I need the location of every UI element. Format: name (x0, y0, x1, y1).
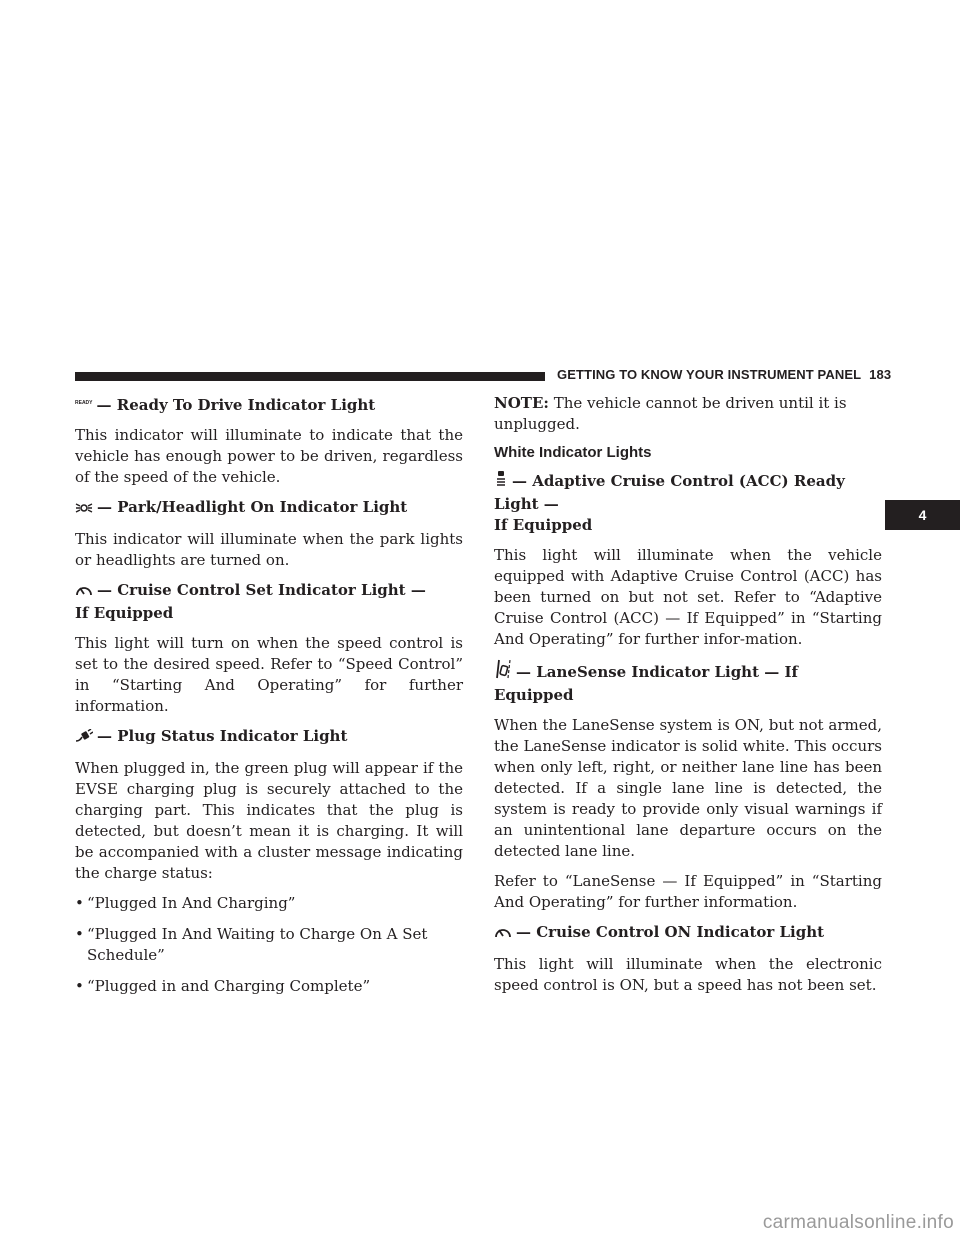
speedometer-icon (75, 582, 93, 603)
cruise-on-text: This light will illuminate when the electronic speed control is ON, but a speed has not been set. (494, 955, 882, 994)
lanesense-text-1: When the LaneSense system is ON, but not armed, the LaneSense indicator is solid white. This occurs when only left, right, or neither lane line has been detected. If a single lane line is detected, the system is ready to provide only visual warnings if an unintentional lane departure occurs on the detected lane line. (494, 716, 882, 860)
cruise-set-heading: — Cruise Control Set Indicator Light — If Equipped (75, 581, 426, 622)
right-column (494, 393, 882, 1005)
header-rule (75, 372, 545, 381)
page-number: 183 (869, 367, 892, 382)
left-column (75, 393, 463, 1007)
cruise-set-text: This light will turn on when the speed control is set to the desired speed. Refer to “Speed Control” in “Starting And Operating” for further information. (75, 634, 463, 715)
speedometer-icon (494, 924, 512, 945)
watermark: carmanualsonline.info (762, 1212, 954, 1233)
list-item: • “Plugged In And Charging” (75, 894, 296, 912)
acc-ready-text: This light will illuminate when the vehicle equipped with Adaptive Cruise Control (ACC) has been turned on but not set. Refer to “Adaptive Cruise Control (ACC) — If Equipped” in “Starting And Operating” for further infor-mation. (494, 546, 882, 648)
list-item: • “Plugged in and Charging Complete” (75, 977, 371, 995)
chapter-tab: 4 (885, 500, 960, 530)
plug-status-heading: — Plug Status Indicator Light (75, 726, 463, 749)
acc-icon (494, 470, 508, 494)
header-title: GETTING TO KNOW YOUR INSTRUMENT PANEL (557, 367, 862, 382)
note-text: The vehicle cannot be driven until it is unplugged. (494, 394, 847, 433)
lanesense-heading: — LaneSense Indicator Light — If Equipped (494, 659, 882, 706)
white-indicator-heading: White Indicator Lights (494, 444, 652, 461)
bullet-icon: • (75, 894, 84, 912)
cruise-on-heading: — Cruise Control ON Indicator Light (494, 922, 882, 945)
ready-indicator-heading: READY — Ready To Drive Indicator Light (75, 393, 463, 416)
plug-status-text: When plugged in, the green plug will appear if the EVSE charging plug is securely attached to the charging part. This indicates that the plug is detected, but doesn’t mean it is charging. It will be accompanied with a cluster message indicating the charge status: (75, 759, 463, 882)
park-light-icon (75, 499, 93, 520)
park-headlight-text: This indicator will illuminate when the park lights or headlights are turned on. (75, 530, 463, 569)
park-headlight-heading: — Park/Headlight On Indicator Light (75, 497, 463, 520)
ready-icon: READY (75, 400, 93, 406)
plug-icon (75, 728, 93, 749)
acc-ready-heading: — Adaptive Cruise Control (ACC) Ready Light — If Equipped (494, 472, 845, 534)
list-item: • “Plugged In And Waiting to Charge On A Set Schedule” (75, 925, 428, 964)
lanesense-text-2: Refer to “LaneSense — If Equipped” in “Starting And Operating” for further information. (494, 872, 882, 911)
bullet-icon: • (75, 977, 84, 995)
note (494, 393, 882, 435)
ready-indicator-text: This indicator will illuminate to indicate that the vehicle has enough power to be driven, regardless of the speed of the vehicle. (75, 426, 463, 486)
running-header (557, 367, 892, 382)
note-label: NOTE: (494, 394, 549, 412)
lanesense-icon (494, 659, 512, 685)
bullet-icon: • (75, 925, 84, 943)
